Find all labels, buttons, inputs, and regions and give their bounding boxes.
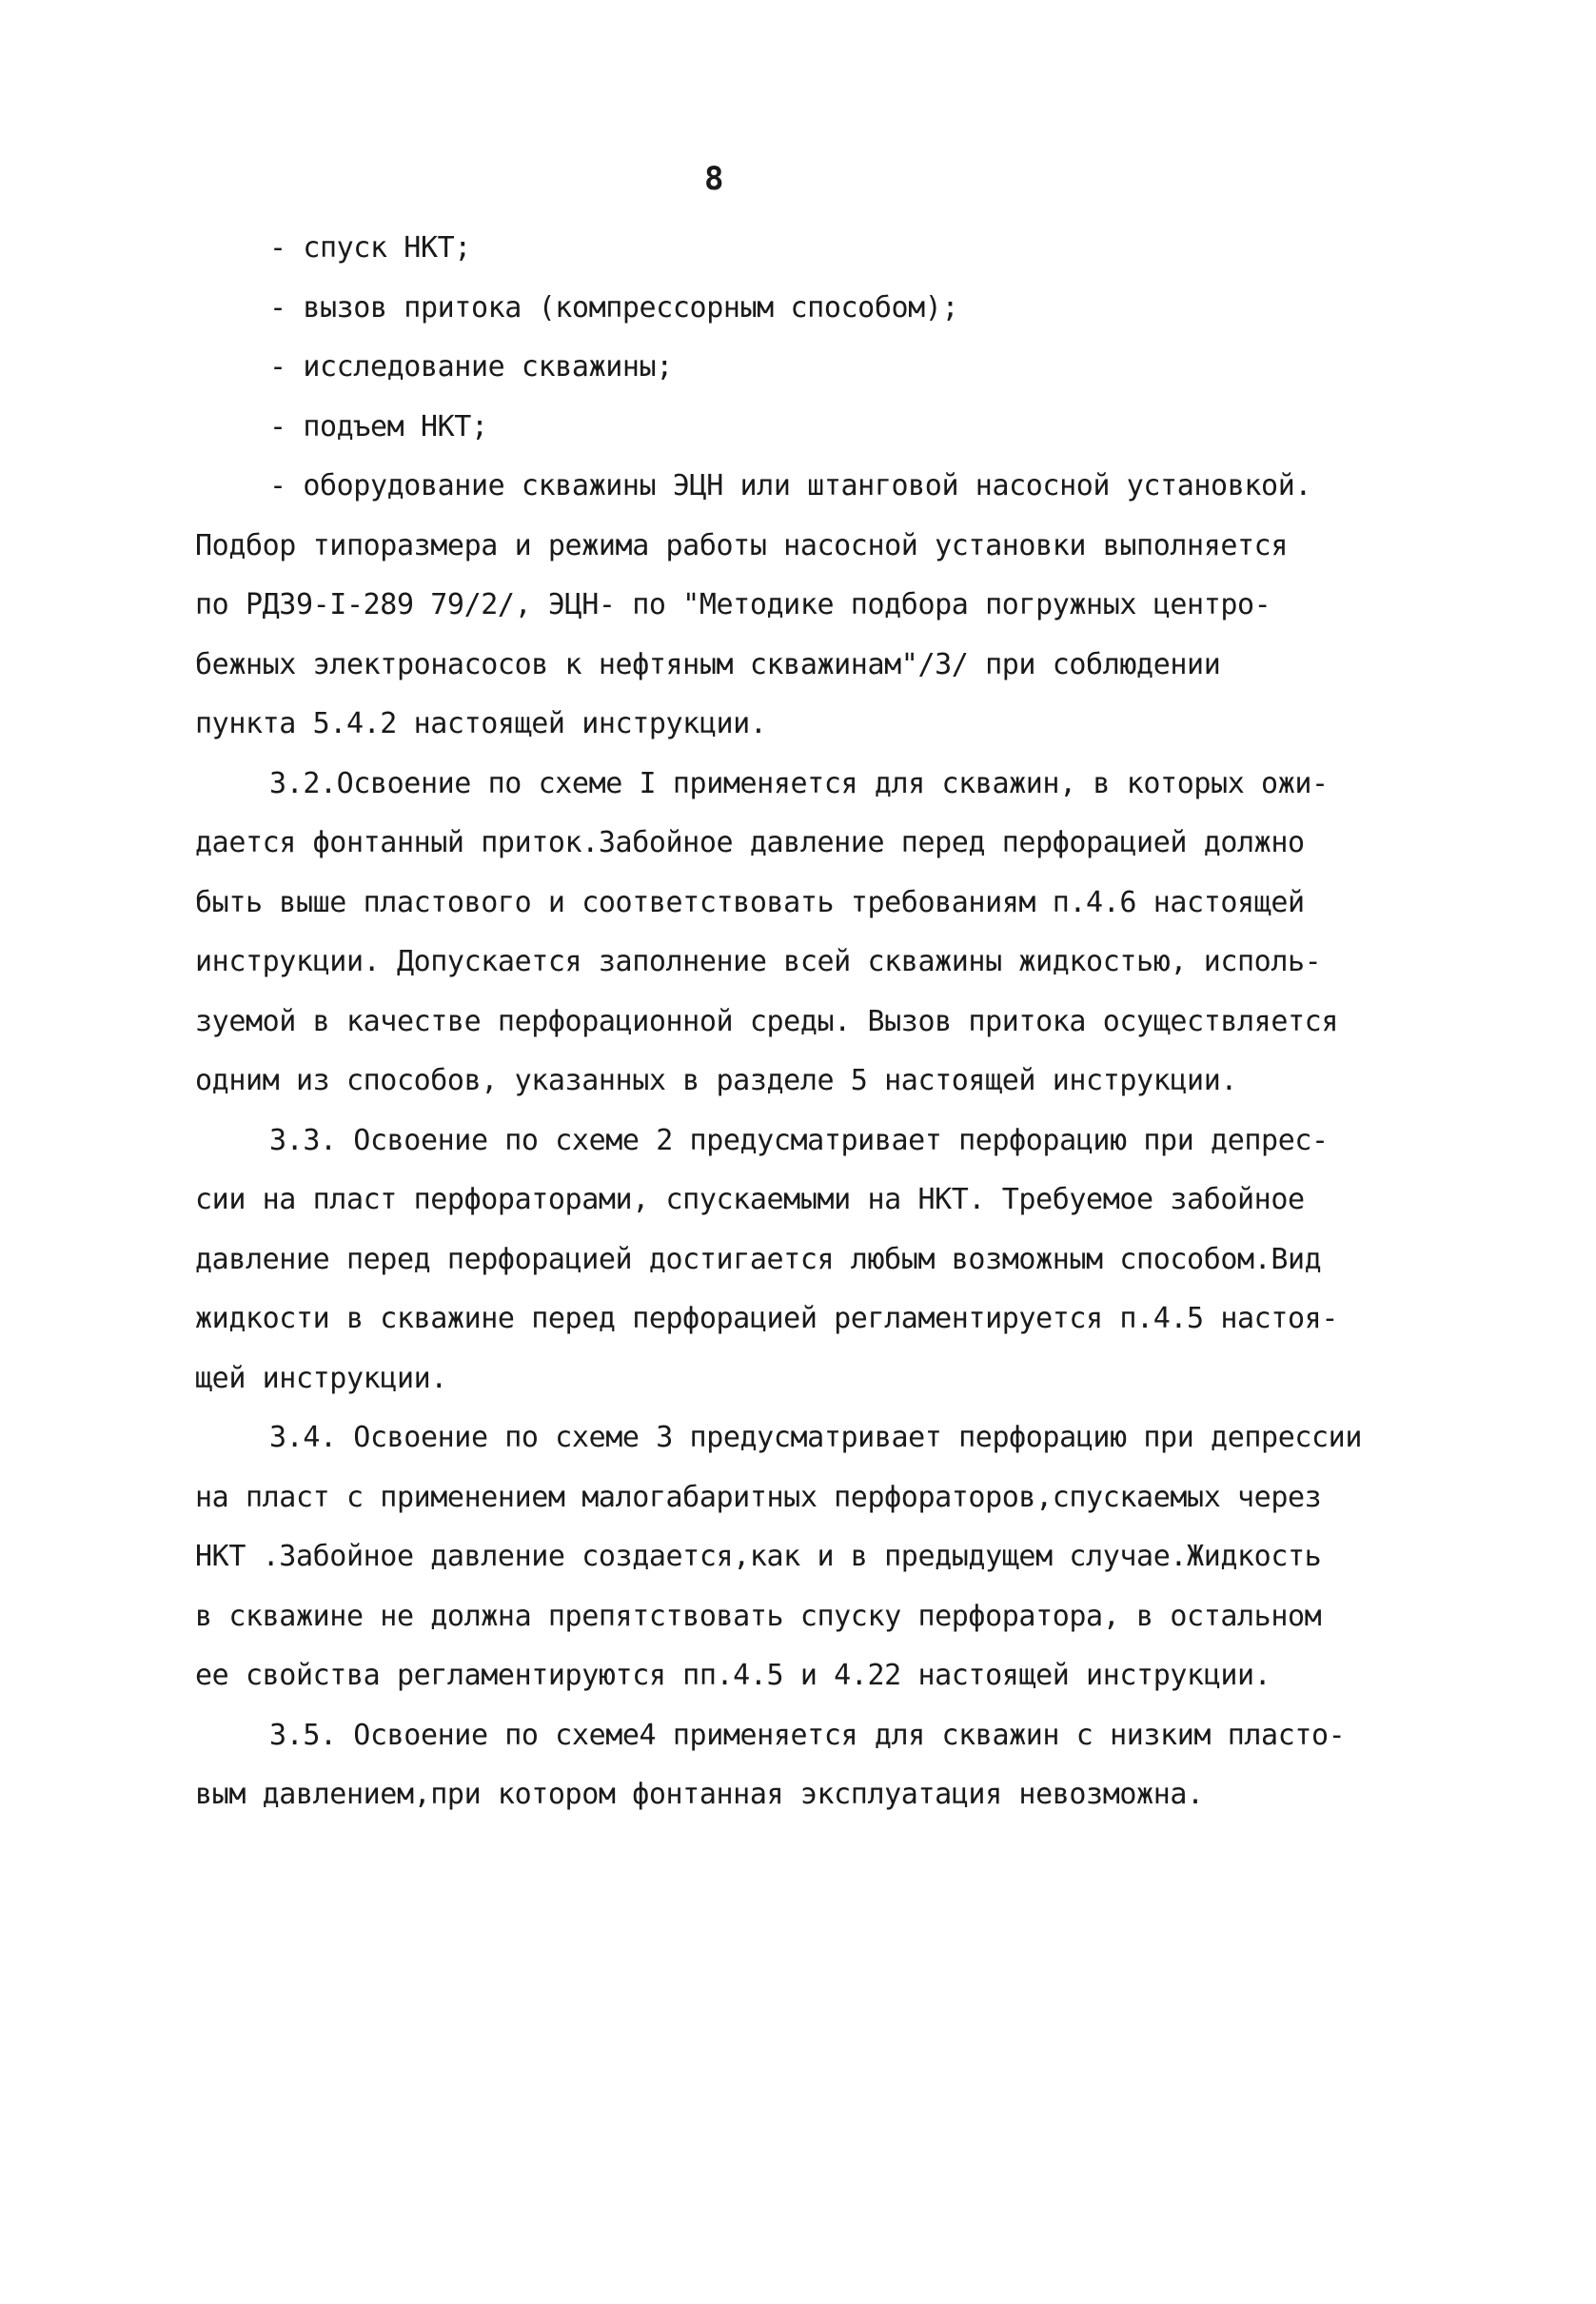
section-3-5-line: 3.5. Освоение по схеме4 применяется для скважин с низким пласто-	[269, 1718, 1346, 1752]
section-3-3-line: сии на пласт перфораторами, спускаемыми на НКТ. Требуемое забойное	[195, 1183, 1305, 1216]
section-3-2-line: быть выше пластового и соответствовать требованиям п.4.6 настоящей	[195, 885, 1305, 919]
list-item: - исследование скважины;	[269, 350, 673, 384]
section-3-3-line: давление перед перфорацией достигается любым возможным способом.Вид	[195, 1242, 1322, 1276]
section-3-4-line: ее свойства регламентируются пп.4.5 и 4.22 настоящей инструкции.	[195, 1659, 1271, 1692]
list-item: - спуск НКТ;	[269, 231, 471, 265]
section-3-4-line: 3.4. Освоение по схеме 3 предусматривает перфорацию при депрессии	[269, 1421, 1362, 1454]
page-number: 8	[704, 160, 724, 198]
list-item: - оборудование скважины ЭЦН или штанговой насосной установкой.	[269, 469, 1312, 502]
section-3-4-line: на пласт с применением малогабаритных перфораторов,спускаемых через	[195, 1480, 1322, 1514]
section-3-2-line: инструкции. Допускается заполнение всей скважины жидкостью, исполь-	[195, 945, 1322, 978]
section-3-3-line: щей инструкции.	[195, 1361, 447, 1395]
document-body	[195, 219, 1451, 1825]
section-3-4-line: НКТ .Забойное давление создается,как и в предыдущем случае.Жидкость	[195, 1540, 1322, 1573]
section-3-5-line: вым давлением,при котором фонтанная эксплуатация невозможна.	[195, 1778, 1204, 1811]
section-3-4-line: в скважине не должна препятствовать спуску перфоратора, в остальном	[195, 1599, 1322, 1633]
section-3-2-line: одним из способов, указанных в разделе 5 настоящей инструкции.	[195, 1064, 1238, 1097]
section-3-2-line: зуемой в качестве перфорационной среды. Вызов притока осуществляется	[195, 1004, 1338, 1038]
intro-paragraph-line: Подбор типоразмера и режима работы насосной установки выполняется	[195, 528, 1288, 562]
section-3-2-line: 3.2.Освоение по схеме I применяется для скважин, в которых ожи-	[269, 766, 1329, 800]
section-3-2-line: дается фонтанный приток.Забойное давление перед перфорацией должно	[195, 826, 1305, 859]
section-3-3-line: жидкости в скважине перед перфорацией регламентируется п.4.5 настоя-	[195, 1302, 1338, 1335]
list-item: - подъем НКТ;	[269, 409, 488, 443]
intro-paragraph-line: по РД39-I-289 79/2/, ЭЦН- по "Методике подбора погружных центро-	[195, 588, 1271, 621]
list-item: - вызов притока (компрессорным способом);	[269, 290, 959, 325]
section-3-3-line: 3.3. Освоение по схеме 2 предусматривает перфорацию при депрес-	[269, 1123, 1329, 1157]
intro-paragraph-line: пункта 5.4.2 настоящей инструкции.	[195, 707, 767, 740]
intro-paragraph-line: бежных электронасосов к нефтяным скважинам"/3/ при соблюдении	[195, 647, 1221, 681]
